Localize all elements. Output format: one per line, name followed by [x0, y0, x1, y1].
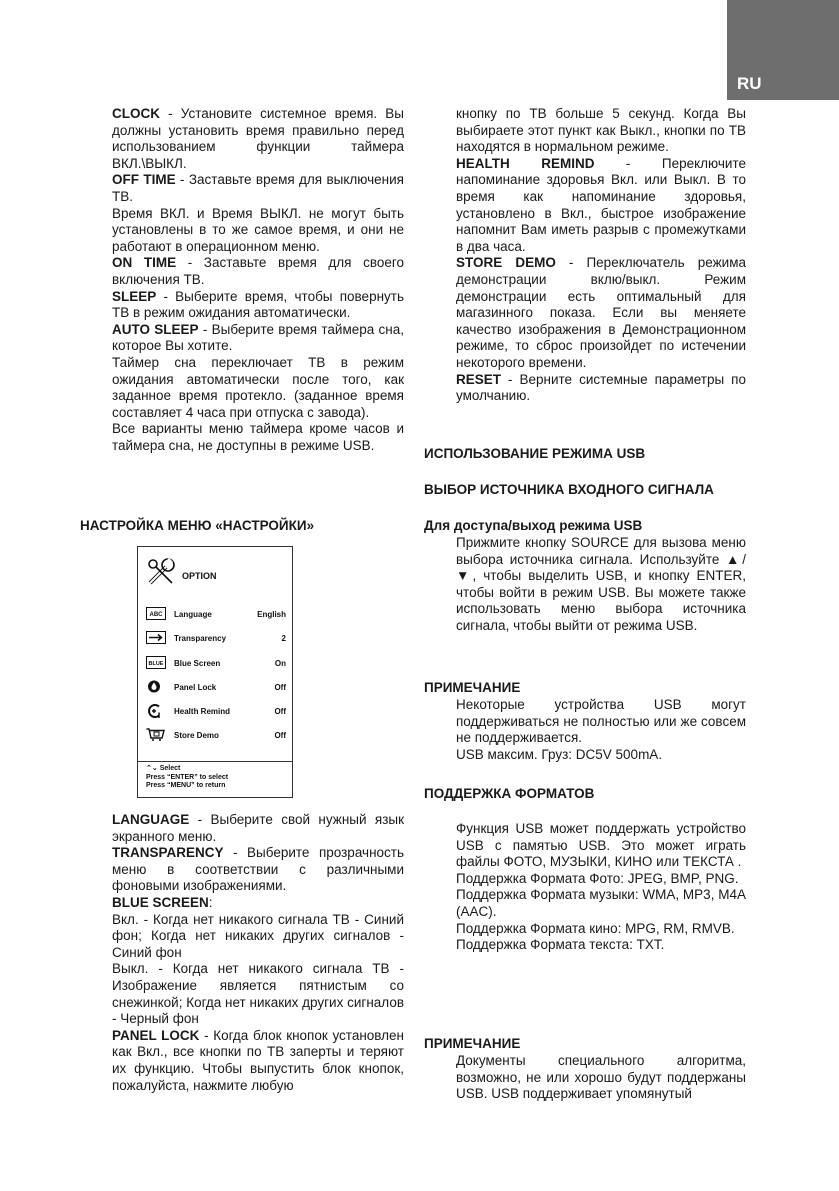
osd-value: Off — [274, 683, 286, 692]
osd-row-store-demo — [146, 728, 286, 744]
osd-label: Blue Screen — [174, 659, 221, 668]
svg-text:BLUE: BLUE — [148, 661, 164, 667]
select-hint: ⌃⌄ Select — [146, 765, 181, 772]
option-menu-footer — [138, 761, 292, 791]
formats-line: Поддержка Формата Фото: JPEG, BMP, PNG. — [456, 870, 739, 886]
transparency-icon — [146, 631, 166, 644]
sleep-paragraph: SLEEP - Выберите время, чтобы повернуть ТВ в режим ожидания автоматически. — [112, 288, 404, 321]
note1-line: Некоторые устройства USB могут поддерживаться не полностью или же совсем не поддерживается. — [456, 697, 746, 746]
tools-icon — [146, 557, 176, 587]
osd-row-transparency — [146, 631, 286, 647]
off-time-paragraph: OFF TIME - Заставьте время для выключения ТВ. — [112, 172, 404, 204]
left-column-bottom — [112, 812, 404, 1094]
note2-block — [456, 1053, 746, 1103]
osd-row-language — [146, 607, 286, 623]
usb-heading: ИСПОЛЬЗОВАНИЕ РЕЖИМА USB — [424, 446, 646, 461]
up-down-icon: ⌃⌄ — [146, 765, 160, 772]
svg-text:ABC: ABC — [149, 612, 163, 618]
settings-heading: НАСТРОЙКА МЕНЮ «НАСТРОЙКИ» — [80, 518, 315, 533]
health-remind-icon — [146, 702, 166, 718]
health-remind-paragraph: HEALTH REMIND - Переключите напоминание здоровья Вкл. или Выкл. В то время как напоминание здоровья, установлено в Вкл., быстрое изображение напомнит Вам иметь разрыв с промежутками в два часа. — [456, 155, 746, 254]
blue-off-paragraph: Выкл. - Когда нет никакого сигнала ТВ - Изображение является пятнистым со снежинкой; Когда нет никаких других сигналов - Черный фон — [112, 961, 404, 1027]
osd-value: Off — [274, 707, 286, 716]
osd-value: English — [257, 610, 286, 619]
option-menu-image — [137, 546, 293, 798]
language-paragraph: LANGUAGE - Выберите свой нужный язык экранного меню. — [112, 812, 404, 844]
auto-sleep-paragraph: AUTO SLEEP - Выберите время таймера сна, которое Вы хотите. — [112, 321, 404, 354]
blue-on-paragraph: Вкл. - Когда нет никакого сигнала ТВ - Синий фон; Когда нет никаких других сигналов - Синий фон — [112, 911, 404, 960]
clock-paragraph: CLOCK - Установите системное время. Вы должны установить время правильно перед использованием функции таймера ВКЛ.\ВЫКЛ. — [112, 106, 404, 171]
note2-text: Документы специального алгоритма, возможно, не или хорошо будут поддержаны USB. USB поддерживает упомянутый — [456, 1053, 746, 1102]
osd-row-blue-screen — [146, 656, 286, 672]
formats-block — [456, 821, 746, 954]
formats-heading: ПОДДЕРЖКА ФОРМАТОВ — [424, 786, 595, 801]
formats-line: Поддержка Формата музыки: WMA, MP3, M4A (AAC). — [456, 887, 746, 919]
osd-row-health-remind — [146, 704, 286, 720]
formats-line: Функция USB может поддержать устройство USB с памятью USB. Это может играть файлы ФОТО, МУЗЫКИ, КИНО или ТЕКСТА . — [456, 821, 746, 870]
option-menu-header — [146, 557, 286, 589]
panel-lock-continued: кнопку по ТВ больше 5 секунд. Когда Вы выбираете этот пункт как Выкл., кнопки по ТВ находятся в нормальном режиме. — [456, 106, 746, 155]
osd-label: Panel Lock — [174, 683, 217, 692]
access-text: Прижмите кнопку SOURCE для вызова меню выбора источника сигнала. Используйте ▲/▼, чтобы выделить USB, и кнопку ENTER, чтобы войти в режим USB. Вы можете также использовать меню выбора источника сигнала, чтобы выйти от режима USB. — [456, 535, 746, 633]
on-time-paragraph: ON TIME - Заставьте время для своего включения ТВ. — [112, 255, 404, 287]
access-text-block — [456, 535, 746, 635]
blue-screen-paragraph: BLUE SCREEN: — [112, 894, 213, 910]
access-heading: Для доступа/выход режима USB — [424, 518, 643, 533]
store-demo-icon — [146, 728, 166, 741]
osd-label: Store Demo — [174, 731, 219, 740]
osd-value: 2 — [281, 634, 286, 643]
time-note-paragraph: Время ВКЛ. и Время ВЫКЛ. не могут быть установлены в то же самое время, и они не работают в операционном меню. — [112, 205, 404, 254]
sleep-timer-paragraph: Таймер сна переключает ТВ в режим ожидания автоматически после того, как заданное время протекло. (заданное время составляет 4 часа при отпуска с завода). — [112, 354, 404, 420]
osd-value: On — [274, 659, 286, 668]
osd-value: Off — [274, 731, 286, 740]
osd-label: Transparency — [174, 634, 227, 643]
osd-label: Health Remind — [174, 707, 231, 716]
formats-line: Поддержка Формата кино: MPG, RM, RMVB. — [456, 920, 735, 936]
source-heading: ВЫБОР ИСТОЧНИКА ВХОДНОГО СИГНАЛА — [424, 482, 714, 497]
language-tab-label: RU — [737, 74, 762, 93]
right-column-top — [456, 106, 746, 405]
timer-usb-paragraph: Все варианты меню таймера кроме часов и таймера сна, не доступны в режиме USB. — [112, 421, 404, 453]
transparency-paragraph: TRANSPARENCY - Выберите прозрачность меню в соответствии с различными фоновыми изображениями. — [112, 845, 404, 894]
note2-heading: ПРИМЕЧАНИЕ — [424, 1036, 521, 1051]
note1-heading: ПРИМЕЧАНИЕ — [424, 680, 521, 695]
option-menu-title: OPTION — [182, 571, 217, 581]
formats-line: Поддержка Формата текста: TXT. — [456, 937, 665, 953]
reset-paragraph: RESET - Верните системные параметры по умолчанию. — [456, 371, 746, 404]
store-demo-paragraph: STORE DEMO - Переключатель режима демонстрации вклю/выкл. Режим демонстрации есть оптимальный для магазинного показа. Если вы меняете качество изображения в Демонстрационном режиме, то сброс произойдет по истечении некоторого времени. — [456, 255, 747, 370]
blue-screen-icon — [146, 656, 166, 669]
osd-row-panel-lock — [146, 680, 286, 696]
note1-line: USB максим. Груз: DC5V 500mA. — [456, 746, 663, 762]
left-column-top — [112, 106, 404, 454]
menu-hint: Press “MENU” to return — [146, 782, 226, 789]
abc-icon — [146, 607, 166, 620]
panel-lock-icon — [146, 680, 166, 693]
osd-label: Language — [174, 610, 212, 619]
language-tab — [727, 0, 839, 100]
note1-block — [456, 697, 746, 763]
enter-hint: Press “ENTER” to select — [146, 773, 229, 781]
panel-lock-paragraph: PANEL LOCK - Когда блок кнопок установлен как Вкл., все кнопки по ТВ заперты и теряют их функцию. Чтобы выпустить блок кнопок, пожалуйста, нажмите любую — [112, 1027, 404, 1093]
